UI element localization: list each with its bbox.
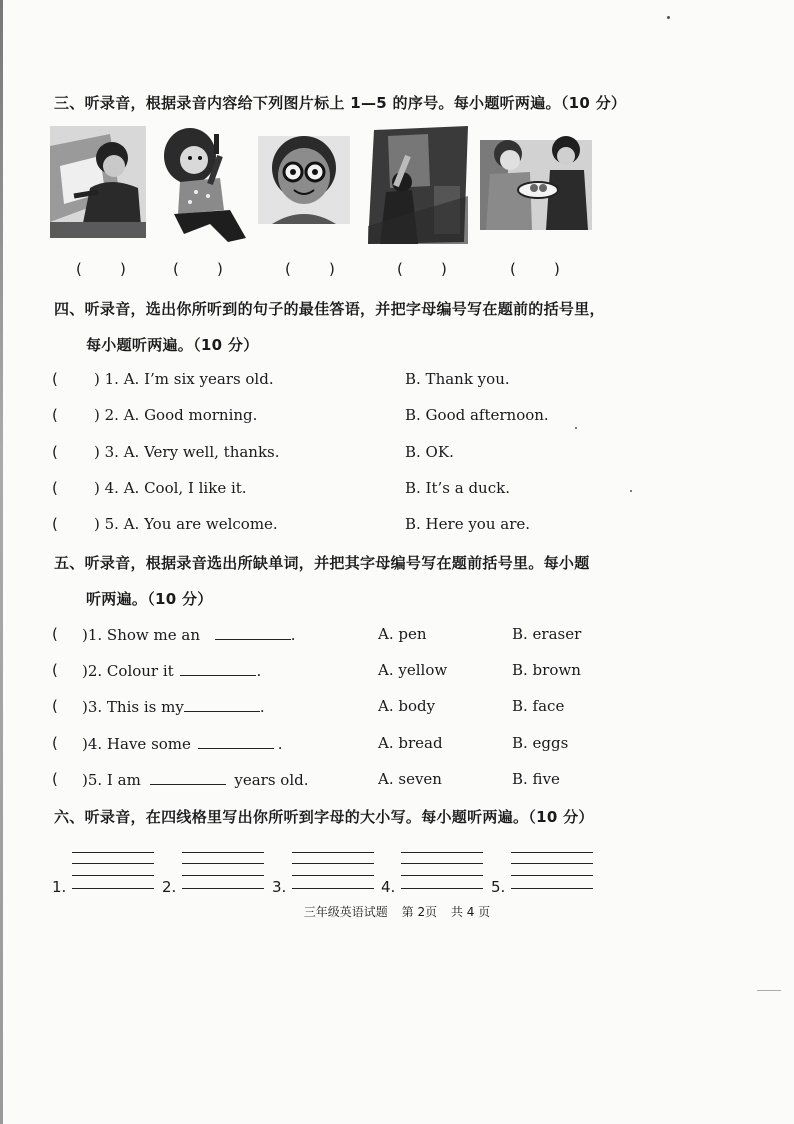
picture-boy-glasses: [258, 126, 350, 230]
option-b: B. Here you are.: [405, 515, 531, 533]
option-b: B. eraser: [512, 625, 582, 643]
answer-paren[interactable]: (: [52, 515, 58, 533]
section4-item: [52, 406, 772, 428]
section4-item: [52, 515, 772, 537]
question-text: )3. This is my: [82, 698, 184, 716]
section5-item: [52, 661, 772, 683]
answer-paren[interactable]: (: [52, 734, 58, 752]
section5-item: [52, 625, 772, 647]
option-b: B. five: [512, 770, 560, 788]
picture-boy-drawing: [50, 126, 146, 238]
answer-paren-left: (: [397, 260, 403, 278]
picture-pointing-board: [368, 126, 468, 244]
answer-paren[interactable]: (: [52, 625, 58, 643]
grid-number: 1.: [52, 878, 67, 896]
question-end: .: [256, 662, 262, 680]
section4-heading-cont: 每小题听两遍。（10 分）: [86, 336, 259, 354]
picture-strip: [50, 126, 610, 256]
page-footer: [0, 903, 794, 920]
section4-item: [52, 479, 772, 501]
footer-title: 三年级英语试题: [303, 905, 388, 919]
question-text: )4. Have some: [82, 735, 191, 753]
answer-paren-right: ): [120, 260, 126, 278]
option-a: A. yellow: [378, 661, 448, 679]
answer-paren-left: (: [76, 260, 82, 278]
grid-number: 2.: [162, 878, 177, 896]
answer-paren[interactable]: (: [52, 406, 58, 424]
option-a: A. pen: [378, 625, 427, 643]
section6-heading: 六、听录音，在四线格里写出你所听到字母的大小写。每小题听两遍。（10 分）: [54, 808, 594, 826]
page-edge: [0, 0, 3, 1124]
answer-paren[interactable]: (: [52, 770, 58, 788]
option-b: B. brown: [512, 661, 581, 679]
option-a: A. bread: [378, 734, 443, 752]
scan-speck: [630, 490, 632, 492]
section5-heading: 五、听录音，根据录音选出所缺单词，并把其字母编号写在题前括号里。每小题: [54, 554, 590, 572]
answer-blank[interactable]: [198, 734, 274, 749]
answer-blank[interactable]: [184, 697, 260, 712]
option-a: A. body: [378, 697, 436, 715]
footer-total: 共 4 页: [450, 905, 491, 919]
answer-paren[interactable]: (: [52, 479, 58, 497]
question-text: )2. Colour it: [82, 662, 174, 680]
answer-paren-right: ): [441, 260, 447, 278]
option-b: B. Good afternoon.: [405, 406, 549, 424]
footer-page: 第 2页: [401, 905, 438, 919]
section5-item: [52, 770, 772, 792]
answer-paren-right: ): [554, 260, 560, 278]
question-text: ) 1. A. I’m six years old.: [94, 370, 274, 388]
answer-paren-left: (: [510, 260, 516, 278]
picture-girl-crayon: [150, 126, 252, 244]
answer-paren-right: ): [217, 260, 223, 278]
answer-paren[interactable]: (: [52, 370, 58, 388]
section4-item: [52, 370, 772, 392]
scan-speck: [575, 427, 577, 429]
section4-item: [52, 443, 772, 465]
section5-item: [52, 697, 772, 719]
section5-item: [52, 734, 772, 756]
question-end: .: [259, 698, 265, 716]
option-b: B. eggs: [512, 734, 569, 752]
option-b: B. It’s a duck.: [405, 479, 510, 497]
section3-answer-row: [0, 260, 794, 280]
section4-heading: 四、听录音，选出你所听到的句子的最佳答语，并把字母编号写在题前的括号里，: [54, 300, 605, 318]
answer-blank[interactable]: [150, 770, 226, 785]
grid-number: 3.: [272, 878, 287, 896]
question-end: years old.: [234, 771, 309, 789]
question-end: .: [277, 735, 283, 753]
answer-paren-left: (: [285, 260, 291, 278]
answer-paren[interactable]: (: [52, 443, 58, 461]
grid-number: 5.: [491, 878, 506, 896]
question-end: .: [290, 626, 296, 644]
question-text: ) 2. A. Good morning.: [94, 406, 258, 424]
question-text: )5. I am: [82, 771, 141, 789]
option-a: A. seven: [378, 770, 442, 788]
answer-paren[interactable]: (: [52, 661, 58, 679]
question-text: ) 3. A. Very well, thanks.: [94, 443, 280, 461]
answer-paren-right: ): [329, 260, 335, 278]
question-text: )1. Show me an: [82, 626, 200, 644]
answer-blank[interactable]: [180, 661, 256, 676]
answer-paren-left: (: [173, 260, 179, 278]
option-b: B. face: [512, 697, 565, 715]
answer-blank[interactable]: [215, 625, 291, 640]
question-text: ) 4. A. Cool, I like it.: [94, 479, 247, 497]
option-b: B. Thank you.: [405, 370, 510, 388]
scan-speck: [757, 990, 781, 991]
scan-speck: [667, 16, 670, 19]
question-text: ) 5. A. You are welcome.: [94, 515, 278, 533]
section3-heading: 三、听录音，根据录音内容给下列图片标上 1—5 的序号。每小题听两遍。（10 分）: [54, 94, 627, 112]
grid-number: 4.: [381, 878, 396, 896]
answer-paren[interactable]: (: [52, 697, 58, 715]
option-b: B. OK.: [405, 443, 454, 461]
section5-heading-cont: 听两遍。（10 分）: [86, 590, 213, 608]
picture-children-plate: [480, 126, 592, 230]
